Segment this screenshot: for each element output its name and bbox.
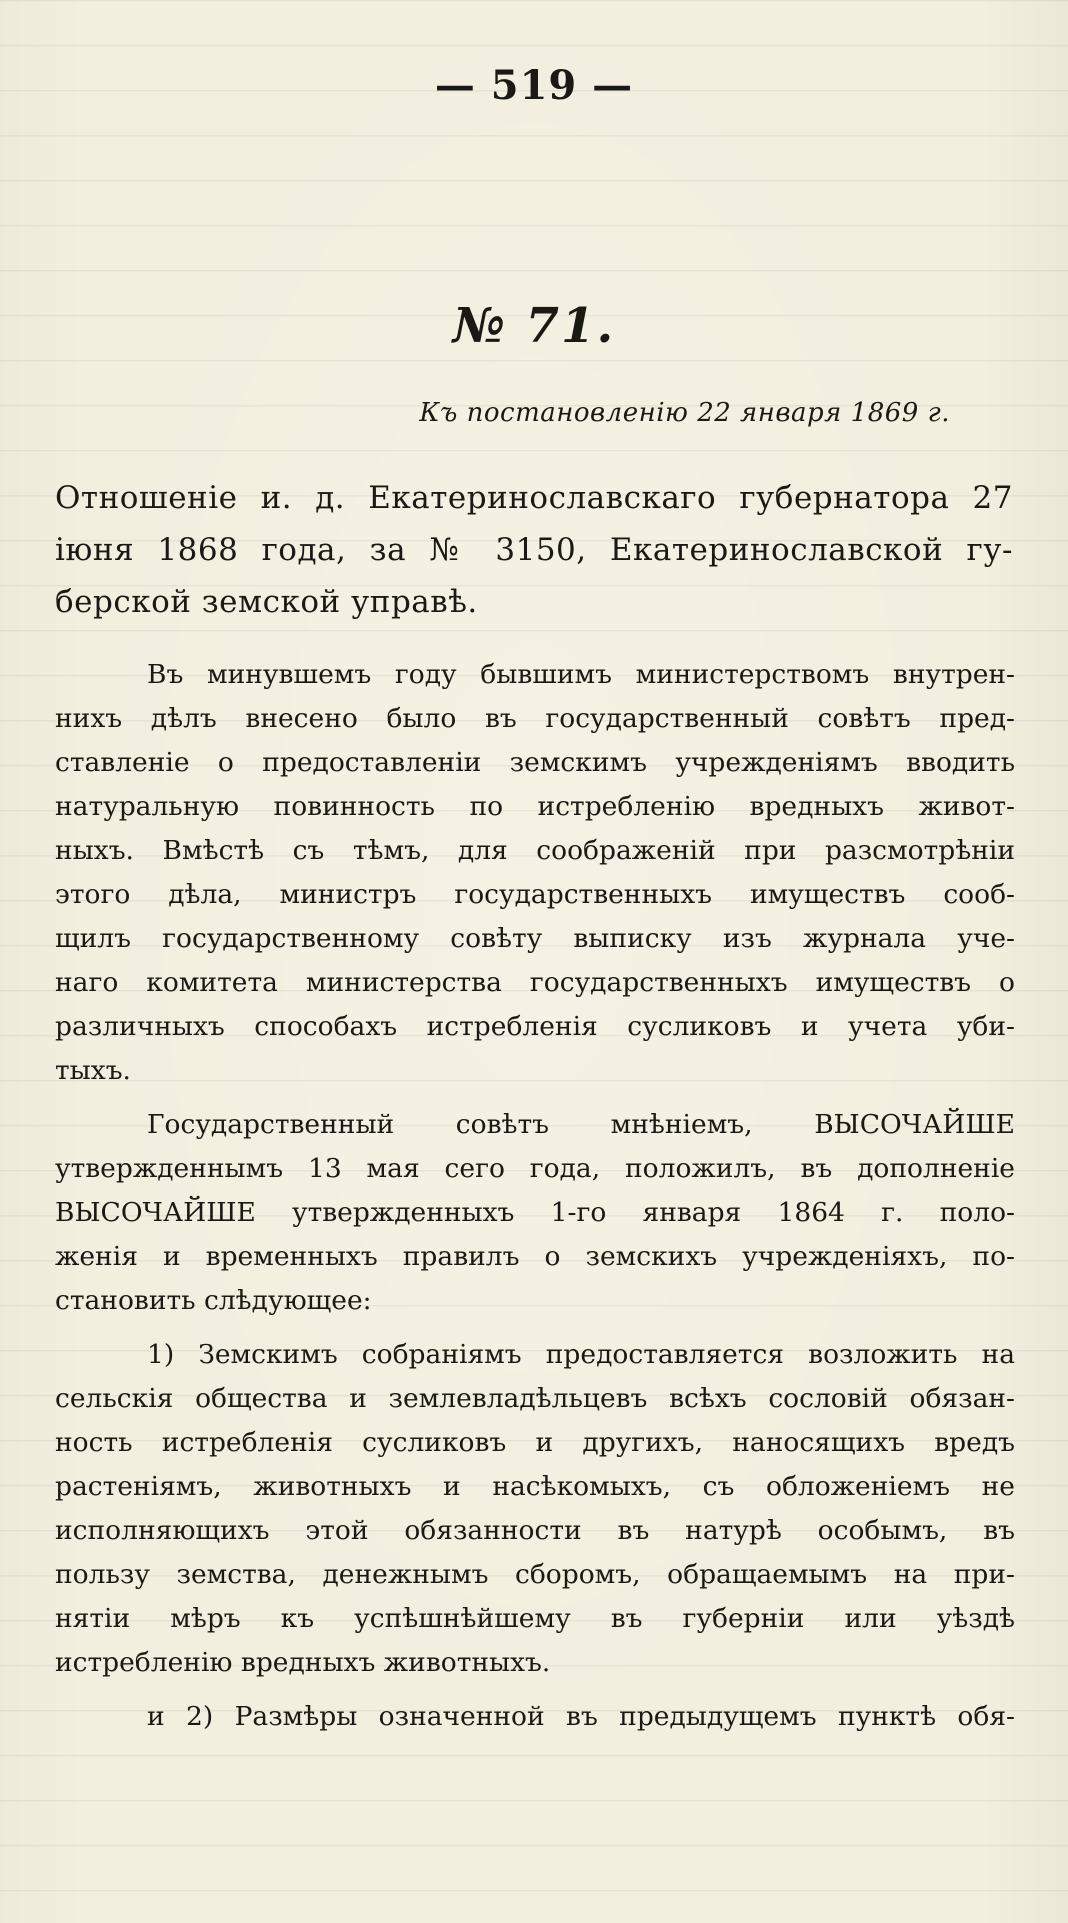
body-line: нихъ дѣлъ внесено было въ государственный совѣтъ пред- xyxy=(55,703,1015,734)
body-line: Въ минувшемъ году бывшимъ министерствомъ внутрен- xyxy=(147,659,1015,690)
body-line: пользу земства, денежнымъ сборомъ, обращаемымъ на при- xyxy=(55,1559,1015,1590)
document-number: № 71. xyxy=(452,298,616,354)
body-line: 1) Земскимъ собраніямъ предоставляется возложить на xyxy=(147,1339,1015,1370)
body-line: женія и временныхъ правилъ о земскихъ учрежденіяхъ, по- xyxy=(55,1241,1015,1272)
body-line: истребленію вредныхъ животныхъ. xyxy=(55,1647,551,1678)
body-line: Государственный совѣтъ мнѣніемъ, ВЫСОЧАЙШЕ xyxy=(147,1109,1015,1140)
body-line: растеніямъ, животныхъ и насѣкомыхъ, съ обложеніемъ не xyxy=(55,1471,1015,1502)
page-number: — 519 — xyxy=(434,62,634,109)
body-line: наго комитета министерства государственныхъ имуществъ о xyxy=(55,967,1015,998)
heading-line: берской земской управѣ. xyxy=(55,584,478,620)
body-line: щилъ государственному совѣту выписку изъ журнала уче- xyxy=(55,923,1015,954)
body-line: нятіи мѣръ къ успѣшнѣйшему въ губерніи или уѣздѣ xyxy=(55,1603,1015,1634)
body-line: тыхъ. xyxy=(55,1055,131,1086)
document-heading xyxy=(55,472,1013,628)
body-line: утвержденнымъ 13 мая сего года, положилъ, въ дополненіе xyxy=(55,1153,1015,1184)
body-line: становить слѣдующее: xyxy=(55,1285,372,1316)
body-line: натуральную повинность по истребленію вредныхъ живот- xyxy=(55,791,1015,822)
body-line: этого дѣла, министръ государственныхъ имуществъ сооб- xyxy=(55,879,1015,910)
body-line: ность истребленія сусликовъ и другихъ, наносящихъ вредъ xyxy=(55,1427,1015,1458)
body-line: ныхъ. Вмѣстѣ съ тѣмъ, для соображеній при разсмотрѣніи xyxy=(55,835,1015,866)
heading-line: Отношеніе и. д. Екатеринославскаго губернатора 27 xyxy=(55,480,1013,516)
document-body xyxy=(55,653,1015,1739)
body-line: ВЫСОЧАЙШЕ утвержденныхъ 1-го января 1864 г. поло- xyxy=(55,1197,1015,1228)
body-line: различныхъ способахъ истребленія сусликовъ и учета уби- xyxy=(55,1011,1015,1042)
body-line: и 2) Размѣры означенной въ предыдущемъ пунктѣ обя- xyxy=(147,1701,1015,1732)
reference-note: Къ постановленію 22 января 1869 г. xyxy=(419,398,950,428)
body-line: ставленіе о предоставленіи земскимъ учрежденіямъ вводить xyxy=(55,747,1015,778)
body-line: исполняющихъ этой обязанности въ натурѣ особымъ, въ xyxy=(55,1515,1015,1546)
heading-line: іюня 1868 года, за № 3150, Екатеринославской гу- xyxy=(55,532,1013,568)
body-line: сельскія общества и землевладѣльцевъ всѣхъ сословій обязан- xyxy=(55,1383,1015,1414)
